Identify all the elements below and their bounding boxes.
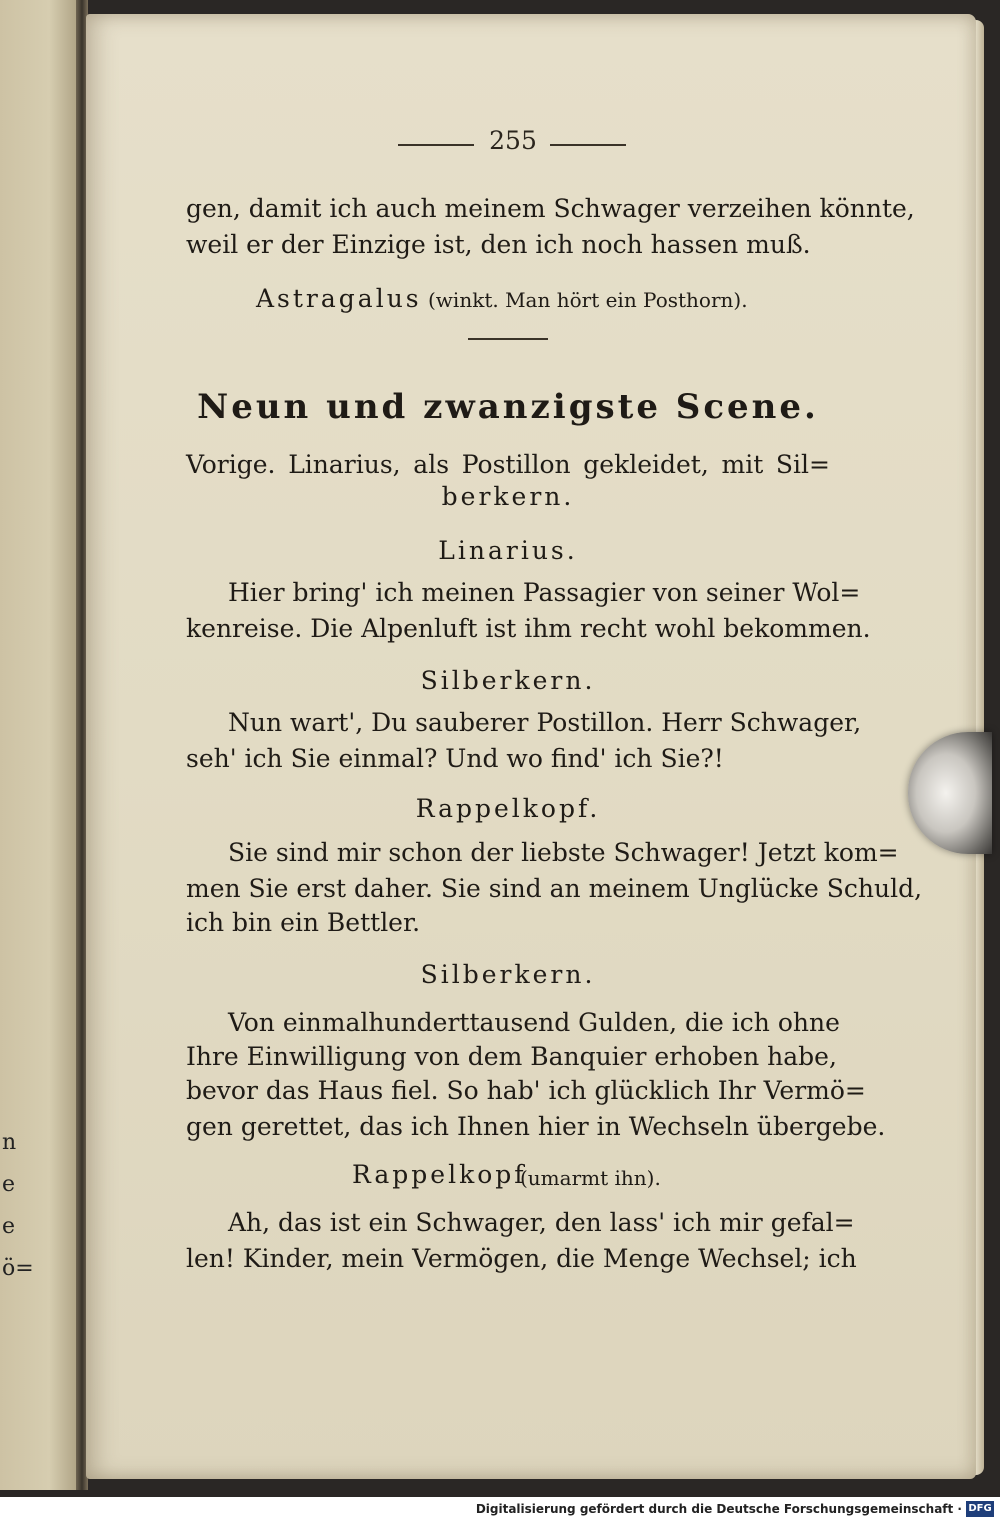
left-letter: e [2, 1214, 16, 1239]
left-letter: ö= [2, 1256, 34, 1281]
text-line: weil er der Einzige ist, den ich noch hassen muß. [186, 230, 811, 259]
stage-direction: (umarmt ihn). [520, 1166, 661, 1190]
scene-title: Neun und zwanzigste Scene. [197, 387, 819, 427]
speaker-name: Silberkern. [420, 666, 596, 695]
text-line: Ihre Einwilligung von dem Banquier erhoben habe, [186, 1042, 837, 1071]
text-line: gen, damit ich auch meinem Schwager verzeihen könnte, [186, 194, 915, 223]
text-line: bevor das Haus fiel. So hab' ich glücklich Ihr Vermö= [186, 1076, 866, 1105]
page-number: 255 [489, 126, 537, 155]
page-header [398, 126, 628, 160]
stage-direction: (winkt. Man hört ein Posthorn). [428, 288, 748, 312]
funding-notice: Digitalisierung gefördert durch die Deutsche Forschungsgemeinschaft · [475, 1502, 962, 1516]
text-line: Ah, das ist ein Schwager, den lass' ich mir gefal= [228, 1208, 855, 1237]
text-line: berkern. [441, 482, 575, 511]
text-line: men Sie erst daher. Sie sind an meinem Unglücke Schuld, [186, 874, 923, 903]
speaker-name: Linarius. [438, 536, 578, 565]
text-line: len! Kinder, mein Vermögen, die Menge Wechsel; ich [186, 1244, 857, 1273]
left-letter: e [2, 1172, 16, 1197]
text-line: Nun wart', Du sauberer Postillon. Herr Schwager, [228, 708, 862, 737]
speaker-name: Rappelkopf. [415, 794, 601, 823]
footer-bar [0, 1497, 1000, 1524]
text-line: Von einmalhunderttausend Gulden, die ich ohne [228, 1008, 840, 1037]
dfg-logo: DFG [966, 1501, 994, 1517]
left-letter: n [2, 1130, 17, 1155]
section-divider [468, 338, 548, 340]
text-line: Hier bring' ich meinen Passagier von seiner Wol= [228, 578, 861, 607]
header-rule-left [398, 144, 474, 146]
text-line: kenreise. Die Alpenluft ist ihm recht wohl bekommen. [186, 614, 871, 643]
left-page-letters [2, 1130, 34, 1298]
header-rule-right [550, 144, 626, 146]
speaker-name: Rappelkopf [352, 1160, 527, 1189]
speaker-name: Silberkern. [420, 960, 596, 989]
left-page-edge [0, 0, 82, 1490]
text-line: ich bin ein Bettler. [186, 908, 421, 937]
text-line: Vorige. Linarius, als Postillon gekleidet, mit Sil= [186, 450, 830, 479]
speaker-name: Astragalus [256, 284, 422, 313]
text-line: seh' ich Sie einmal? Und wo find' ich Sie?! [186, 744, 724, 773]
text-line: Sie sind mir schon der liebste Schwager! Jetzt kom= [228, 838, 899, 867]
text-line: gen gerettet, das ich Ihnen hier in Wechseln übergebe. [186, 1112, 886, 1141]
